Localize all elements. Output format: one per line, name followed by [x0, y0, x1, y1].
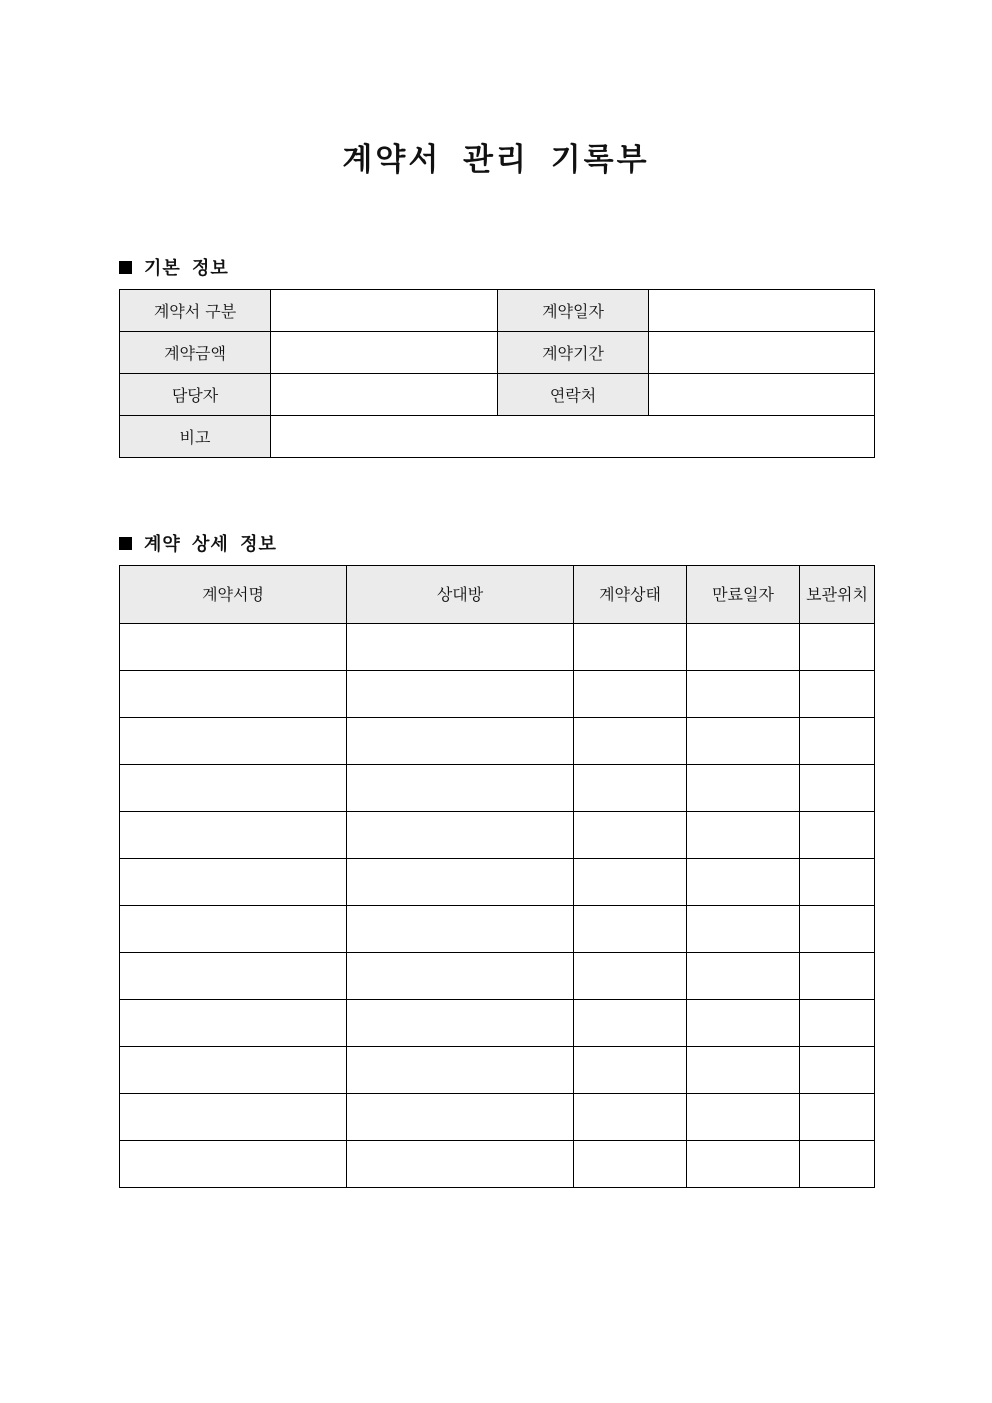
- contract-status-cell[interactable]: [574, 765, 687, 812]
- contract-status-cell[interactable]: [574, 953, 687, 1000]
- contract-detail-table: [119, 565, 875, 1188]
- storage-location-cell[interactable]: [800, 953, 875, 1000]
- counterparty-cell[interactable]: [347, 1141, 574, 1188]
- counterparty-cell[interactable]: [347, 671, 574, 718]
- storage-location-cell[interactable]: [800, 765, 875, 812]
- contact-field[interactable]: [649, 374, 875, 416]
- contract-amount-label: 계약금액: [120, 332, 271, 374]
- table-row: [120, 718, 875, 765]
- manager-label: 담당자: [120, 374, 271, 416]
- table-row: [120, 671, 875, 718]
- expiry-date-cell[interactable]: [687, 671, 800, 718]
- table-row: [120, 624, 875, 671]
- contract-name-cell[interactable]: [120, 765, 347, 812]
- remarks-field[interactable]: [271, 416, 875, 458]
- counterparty-cell[interactable]: [347, 765, 574, 812]
- expiry-date-cell[interactable]: [687, 1047, 800, 1094]
- counterparty-cell[interactable]: [347, 1047, 574, 1094]
- table-row: [120, 765, 875, 812]
- contract-detail-body: [120, 624, 875, 1188]
- contract-status-cell[interactable]: [574, 812, 687, 859]
- square-bullet-icon: [119, 537, 132, 550]
- counterparty-cell[interactable]: [347, 624, 574, 671]
- contract-period-label: 계약기간: [498, 332, 649, 374]
- contract-status-cell[interactable]: [574, 1094, 687, 1141]
- contract-name-cell[interactable]: [120, 859, 347, 906]
- expiry-date-cell[interactable]: [687, 906, 800, 953]
- storage-location-cell[interactable]: [800, 906, 875, 953]
- table-row: [120, 906, 875, 953]
- table-row: [120, 416, 875, 458]
- expiry-date-cell[interactable]: [687, 718, 800, 765]
- storage-location-cell[interactable]: [800, 1094, 875, 1141]
- column-header-counterparty: 상대방: [347, 566, 574, 624]
- detail-info-heading-text: 계약 상세 정보: [144, 534, 277, 555]
- expiry-date-cell[interactable]: [687, 859, 800, 906]
- contract-name-cell[interactable]: [120, 1094, 347, 1141]
- detail-info-heading: [119, 530, 277, 556]
- expiry-date-cell[interactable]: [687, 624, 800, 671]
- table-row: [120, 1094, 875, 1141]
- expiry-date-cell[interactable]: [687, 765, 800, 812]
- table-row: [120, 1000, 875, 1047]
- basic-info-heading: [119, 254, 229, 280]
- square-bullet-icon: [119, 261, 132, 274]
- expiry-date-cell[interactable]: [687, 812, 800, 859]
- table-row: [120, 332, 875, 374]
- table-row: [120, 859, 875, 906]
- counterparty-cell[interactable]: [347, 953, 574, 1000]
- table-row: [120, 374, 875, 416]
- contract-name-cell[interactable]: [120, 1000, 347, 1047]
- contract-name-cell[interactable]: [120, 671, 347, 718]
- counterparty-cell[interactable]: [347, 906, 574, 953]
- contract-status-cell[interactable]: [574, 671, 687, 718]
- storage-location-cell[interactable]: [800, 671, 875, 718]
- storage-location-cell[interactable]: [800, 812, 875, 859]
- contract-type-label: 계약서 구분: [120, 290, 271, 332]
- contract-status-cell[interactable]: [574, 624, 687, 671]
- counterparty-cell[interactable]: [347, 1094, 574, 1141]
- column-header-contract-status: 계약상태: [574, 566, 687, 624]
- counterparty-cell[interactable]: [347, 859, 574, 906]
- contract-name-cell[interactable]: [120, 1141, 347, 1188]
- table-row: [120, 1141, 875, 1188]
- contract-status-cell[interactable]: [574, 1047, 687, 1094]
- expiry-date-cell[interactable]: [687, 1094, 800, 1141]
- remarks-label: 비고: [120, 416, 271, 458]
- storage-location-cell[interactable]: [800, 859, 875, 906]
- column-header-contract-name: 계약서명: [120, 566, 347, 624]
- storage-location-cell[interactable]: [800, 1047, 875, 1094]
- column-header-expiry-date: 만료일자: [687, 566, 800, 624]
- contract-date-field[interactable]: [649, 290, 875, 332]
- table-row: [120, 1047, 875, 1094]
- contract-status-cell[interactable]: [574, 1000, 687, 1047]
- contract-status-cell[interactable]: [574, 906, 687, 953]
- expiry-date-cell[interactable]: [687, 1141, 800, 1188]
- contact-label: 연락처: [498, 374, 649, 416]
- contract-status-cell[interactable]: [574, 859, 687, 906]
- counterparty-cell[interactable]: [347, 718, 574, 765]
- counterparty-cell[interactable]: [347, 1000, 574, 1047]
- contract-name-cell[interactable]: [120, 1047, 347, 1094]
- contract-name-cell[interactable]: [120, 718, 347, 765]
- expiry-date-cell[interactable]: [687, 1000, 800, 1047]
- table-row: [120, 290, 875, 332]
- storage-location-cell[interactable]: [800, 718, 875, 765]
- manager-field[interactable]: [271, 374, 498, 416]
- table-row: [120, 953, 875, 1000]
- storage-location-cell[interactable]: [800, 1000, 875, 1047]
- storage-location-cell[interactable]: [800, 1141, 875, 1188]
- document-title: 계약서 관리 기록부: [342, 142, 650, 178]
- contract-period-field[interactable]: [649, 332, 875, 374]
- contract-name-cell[interactable]: [120, 953, 347, 1000]
- contract-name-cell[interactable]: [120, 812, 347, 859]
- storage-location-cell[interactable]: [800, 624, 875, 671]
- expiry-date-cell[interactable]: [687, 953, 800, 1000]
- contract-date-label: 계약일자: [498, 290, 649, 332]
- contract-status-cell[interactable]: [574, 1141, 687, 1188]
- basic-info-heading-text: 기본 정보: [144, 258, 229, 279]
- counterparty-cell[interactable]: [347, 812, 574, 859]
- contract-name-cell[interactable]: [120, 624, 347, 671]
- contract-name-cell[interactable]: [120, 906, 347, 953]
- basic-info-table: [119, 289, 875, 458]
- contract-amount-field[interactable]: [271, 332, 498, 374]
- contract-status-cell[interactable]: [574, 718, 687, 765]
- column-header-storage-location: 보관위치: [800, 566, 875, 624]
- table-header-row: [120, 566, 875, 624]
- contract-type-field[interactable]: [271, 290, 498, 332]
- table-row: [120, 812, 875, 859]
